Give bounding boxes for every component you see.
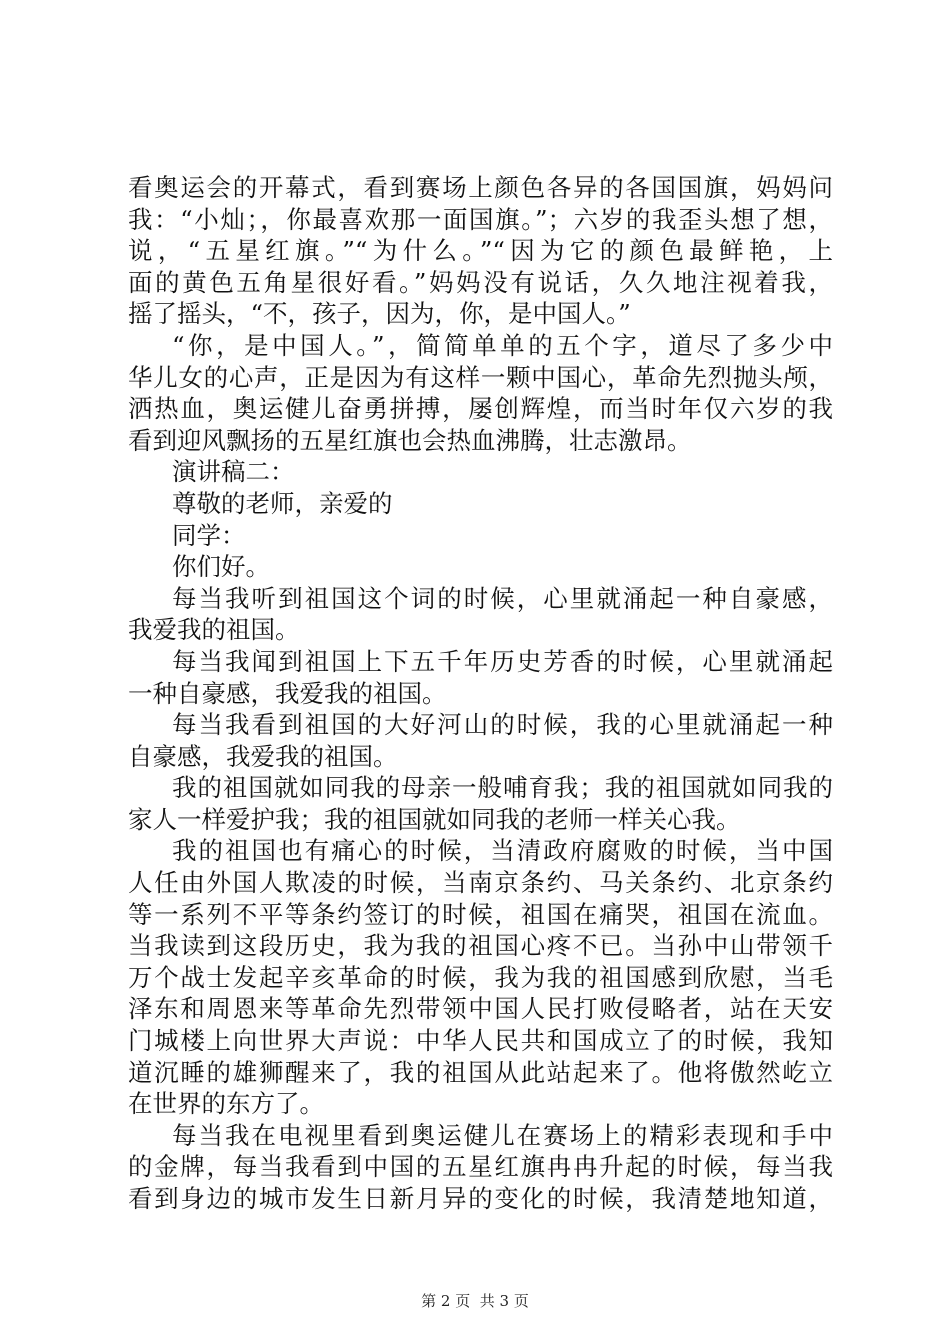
text-line: 家人一样爱护我；我的祖国就如同我的老师一样关心我。	[128, 804, 741, 834]
page-footer	[0, 1290, 950, 1311]
text-line: 我的祖国就如同我的母亲一般哺育我；我的祖国就如同我的	[172, 773, 833, 803]
text-line: 泽东和周恩来等革命先烈带领中国人民打败侵略者，站在天安	[128, 994, 833, 1024]
text-line: 每当我看到祖国的大好河山的时候，我的心里就涌起一种	[172, 710, 833, 740]
text-line: 当我读到这段历史，我为我的祖国心疼不已。当孙中山带领千	[128, 931, 833, 961]
text-line: “你，是中国人。”，简简单单的五个字，道尽了多少中	[172, 330, 833, 360]
text-line: 华儿女的心声，正是因为有这样一颗中国心，革命先烈抛头颅，	[128, 362, 833, 392]
text-line: 看奥运会的开幕式，看到赛场上颜色各异的各国国旗，妈妈问	[128, 173, 833, 202]
text-line: 在世界的东方了。	[128, 1089, 324, 1119]
text-line: 每当我听到祖国这个词的时候，心里就涌起一种自豪感，	[172, 583, 833, 613]
text-line: 万个战士发起辛亥革命的时候，我为我的祖国感到欣慰，当毛	[128, 962, 833, 992]
text-line: 每当我在电视里看到奥运健儿在赛场上的精彩表现和手中	[172, 1120, 833, 1150]
text-line: 我爱我的祖国。	[128, 615, 300, 645]
text-line: 我的祖国也有痛心的时候，当清政府腐败的时候，当中国	[172, 836, 833, 866]
page-number: 第 2 页 共 3 页	[421, 1292, 529, 1310]
text-line: 我：“小灿；，你最喜欢那一面国旗。”；六岁的我歪头想了想，	[128, 204, 833, 234]
section-heading: 演讲稿二：	[172, 457, 295, 487]
greeting-line: 你们好。	[172, 552, 270, 582]
text-line: 看到迎风飘扬的五星红旗也会热血沸腾，壮志激昂。	[128, 425, 692, 455]
text-line: 门城楼上向世界大声说：中华人民共和国成立了的时候，我知	[128, 1026, 833, 1056]
salutation-line: 尊敬的老师，亲爱的	[172, 488, 393, 518]
text-line: 说，“五星红旗。”“为什么。”“因为它的颜色最鲜艳，上	[128, 236, 833, 266]
text-line: 一种自豪感，我爱我的祖国。	[128, 678, 447, 708]
text-line: 看到身边的城市发生日新月异的变化的时候，我清楚地知道，	[128, 1184, 833, 1213]
text-line: 面的黄色五角星很好看。”妈妈没有说话，久久地注视着我，	[128, 267, 833, 297]
text-line: 自豪感，我爱我的祖国。	[128, 741, 398, 771]
document-body	[128, 172, 833, 1215]
text-line: 摇了摇头，“不，孩子，因为，你，是中国人。”	[128, 299, 631, 329]
salutation-line: 同学：	[172, 520, 246, 550]
text-line: 道沉睡的雄狮醒来了，我的祖国从此站起来了。他将傲然屹立	[128, 1057, 833, 1087]
text-line: 洒热血，奥运健儿奋勇拼搏，屡创辉煌，而当时年仅六岁的我	[128, 394, 833, 424]
text-line: 等一系列不平等条约签订的时候，祖国在痛哭，祖国在流血。	[128, 899, 833, 929]
text-line: 人任由外国人欺凌的时候，当南京条约、马关条约、北京条约	[128, 868, 833, 898]
text-line: 每当我闻到祖国上下五千年历史芳香的时候，心里就涌起	[172, 646, 833, 676]
text-line: 的金牌，每当我看到中国的五星红旗冉冉升起的时候，每当我	[128, 1152, 833, 1182]
